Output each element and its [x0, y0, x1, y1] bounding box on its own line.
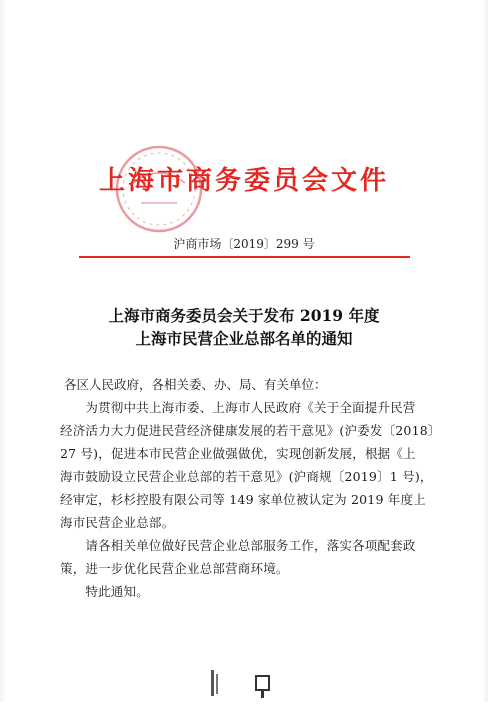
body-line: 海市鼓励设立民营企业总部的若干意见》(沪商规〔2019〕1 号)， [60, 469, 433, 484]
body-line: 经审定，杉杉控股有限公司等 149 家单位被认定为 2019 年度上 [60, 492, 426, 507]
scan-artifact [210, 668, 220, 698]
body-line: 经济活力大力促进民营经济健康发展的若干意见》(沪委发〔2018〕 [60, 423, 441, 438]
body-line: 为贯彻中共上海市委、上海市人民政府《关于全面提升民营 [60, 400, 416, 415]
body-line: 海市民营企业总部。 [60, 515, 175, 530]
body-line: 27 号)，促进本市民营企业做强做优，实现创新发展，根据《上 [60, 446, 416, 461]
notice-title-line-2: 上海市民营企业总部名单的通知 [135, 329, 353, 348]
addressee: 各区人民政府，各相关委、办、局、有关单位： [64, 377, 327, 392]
notice-title-line-1: 上海市商务委员会关于发布 2019 年度 [108, 306, 380, 325]
letterhead-title: 上海市商务委员会文件 [98, 166, 389, 196]
red-divider-line [79, 256, 410, 258]
body-line: 特此通知。 [60, 584, 149, 599]
document-number: 沪商市场〔2019〕299 号 [173, 237, 315, 251]
body-line: 策，进一步优化民营企业总部营商环境。 [60, 561, 289, 576]
body-line: 请各相关单位做好民营企业总部服务工作，落实各项配套政 [60, 538, 416, 553]
scan-artifact [254, 672, 272, 700]
